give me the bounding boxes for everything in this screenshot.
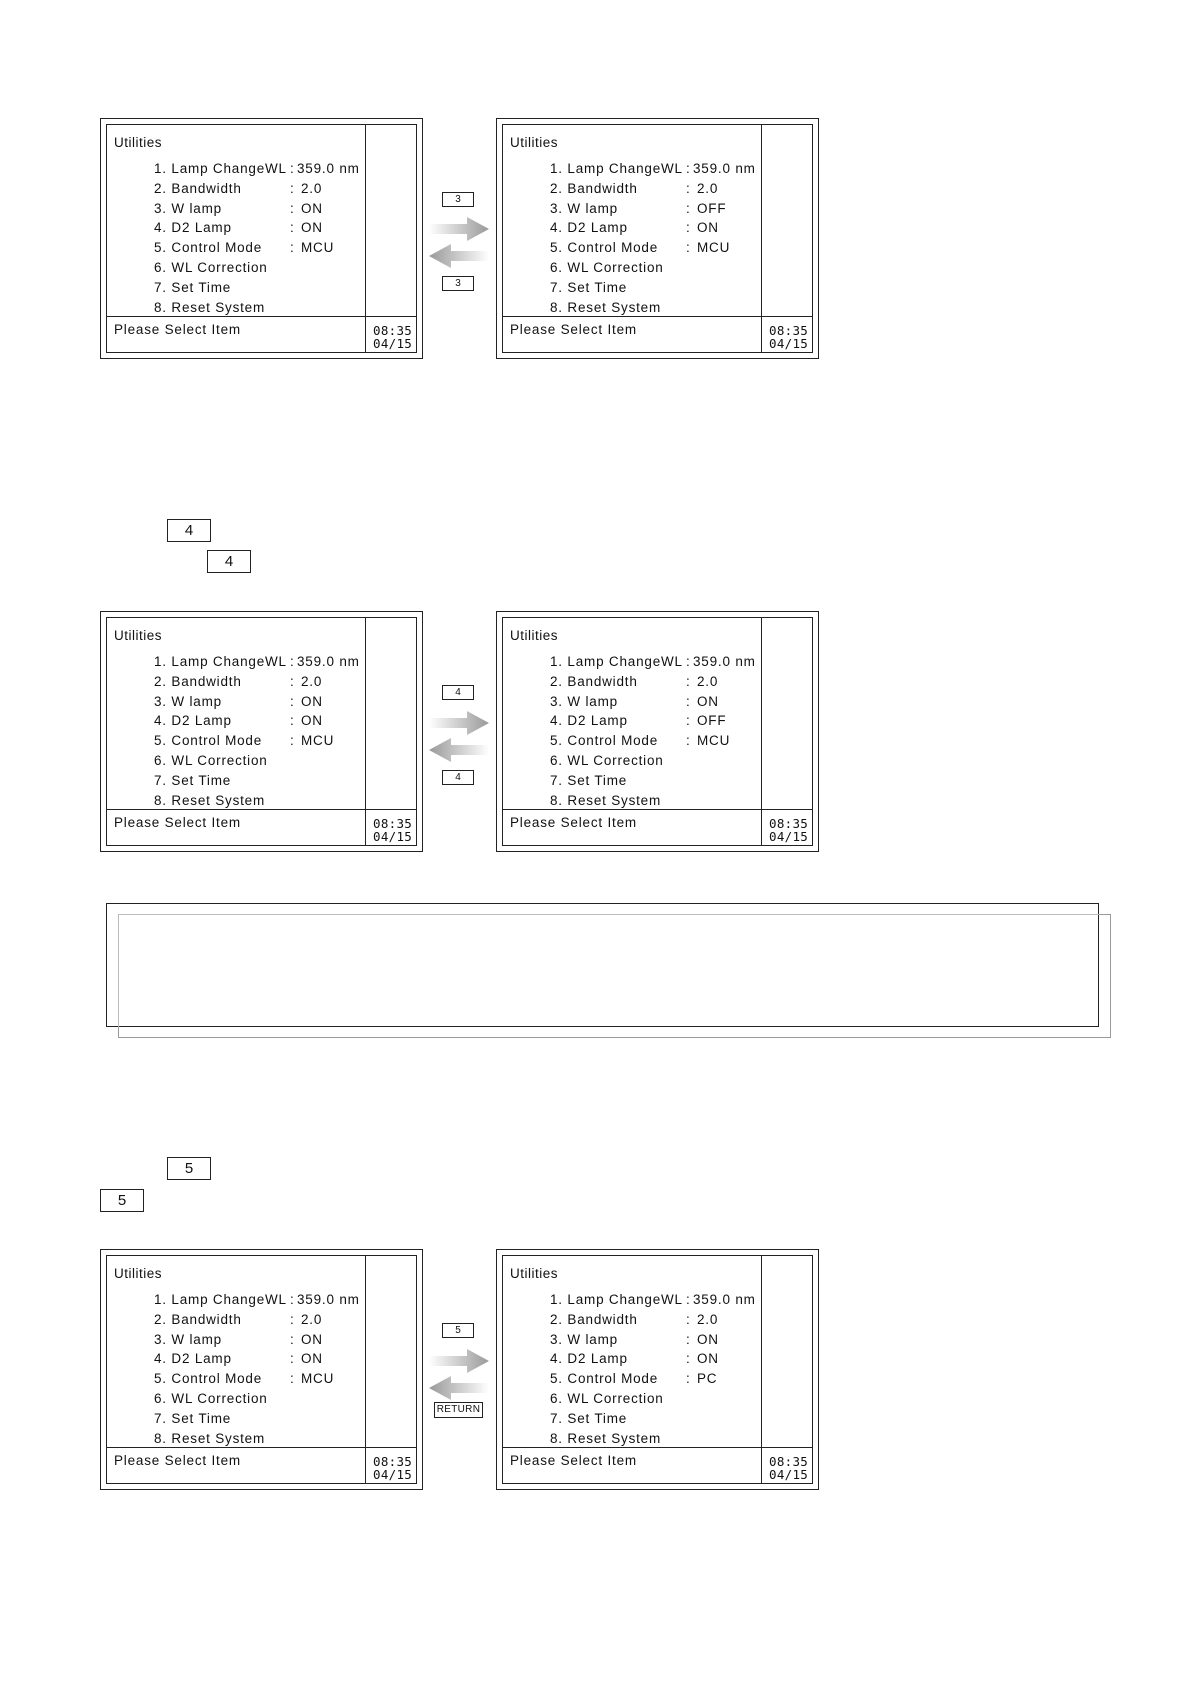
menu-item-colon: : (290, 240, 295, 256)
menu-item (154, 652, 365, 672)
menu-item-label: 1. Lamp ChangeWL (154, 654, 287, 669)
menu-item-label: 2. Bandwidth (550, 1311, 638, 1327)
menu-item-label: 5. Control Mode (154, 733, 263, 749)
menu-item-colon: : (290, 1292, 295, 1307)
menu-item (550, 1349, 761, 1369)
menu-item-label: 6. WL Correction (154, 752, 268, 768)
menu-item-colon: : (686, 673, 691, 689)
menu-item-label: 7. Set Time (550, 772, 628, 788)
lcd-title: Utilities (114, 1266, 163, 1281)
menu-item-label: 8. Reset System (154, 792, 266, 808)
menu-item (154, 692, 365, 712)
menu-item (550, 278, 761, 298)
menu-item-colon: : (686, 1292, 691, 1307)
menu-item-value: ON (697, 220, 719, 236)
menu-item-label: 2. Bandwidth (550, 673, 638, 689)
menu-item-label: 8. Reset System (154, 299, 266, 315)
lcd-clock (373, 1455, 412, 1481)
menu-item-value: 2.0 (697, 1311, 719, 1327)
lcd-divider-vertical (761, 1256, 762, 1483)
menu-item (154, 298, 365, 318)
menu-item-label: 5. Control Mode (550, 1371, 659, 1387)
menu-item-colon: : (290, 733, 295, 749)
lcd-clock (769, 324, 808, 350)
lcd-time: 08:35 (769, 816, 809, 831)
menu-item-colon: : (290, 1371, 295, 1387)
menu-item (154, 711, 365, 731)
menu-item-value: 359.0 nm (297, 654, 360, 669)
lcd-title: Utilities (510, 1266, 559, 1281)
key-5-label-a: 5 (167, 1157, 211, 1180)
menu-item (550, 791, 761, 811)
menu-item-value: ON (697, 1331, 719, 1347)
lcd-frame (106, 124, 417, 353)
menu-item (154, 771, 365, 791)
menu-item-colon: : (686, 220, 691, 236)
menu-item-label: 5. Control Mode (550, 733, 659, 749)
menu-item-label: 4. D2 Lamp (550, 1351, 628, 1367)
menu-item (550, 298, 761, 318)
menu-item-colon: : (686, 654, 691, 669)
menu-item (154, 218, 365, 238)
menu-item (550, 238, 761, 258)
lcd-menu (154, 159, 365, 317)
key-3-back[interactable]: 3 (442, 276, 474, 291)
menu-item-value: ON (697, 693, 719, 709)
menu-item-colon: : (686, 161, 691, 176)
menu-item-label: 7. Set Time (550, 279, 628, 295)
menu-item-value: MCU (301, 240, 335, 256)
menu-item (550, 1369, 761, 1389)
note-box-inner (118, 914, 1099, 1027)
lcd-frame (106, 1255, 417, 1484)
menu-item (550, 652, 761, 672)
menu-item-value: ON (301, 200, 323, 216)
lcd-menu (154, 652, 365, 810)
lcd-date: 04/15 (373, 1467, 413, 1482)
menu-item (550, 179, 761, 199)
menu-item-value: OFF (697, 713, 727, 729)
menu-item (154, 238, 365, 258)
lcd-time: 08:35 (769, 1454, 809, 1469)
menu-item (550, 711, 761, 731)
lcd-title: Utilities (510, 628, 559, 643)
lcd-date: 04/15 (769, 1467, 809, 1482)
menu-item (550, 1409, 761, 1429)
menu-item-label: 6. WL Correction (154, 259, 268, 275)
lcd-date: 04/15 (769, 336, 809, 351)
menu-item (154, 791, 365, 811)
menu-item-value: 359.0 nm (297, 161, 360, 176)
menu-item (154, 1369, 365, 1389)
return-key[interactable]: RETURN (434, 1402, 483, 1418)
key-4-label-a: 4 (167, 519, 211, 542)
lcd-screen-before (100, 1249, 423, 1490)
lcd-time: 08:35 (373, 323, 413, 338)
menu-item-value: ON (301, 693, 323, 709)
menu-item-colon: : (290, 693, 295, 709)
menu-item (154, 1429, 365, 1449)
lcd-frame (502, 124, 813, 353)
menu-item-value: 359.0 nm (693, 1292, 756, 1307)
menu-item-colon: : (686, 1351, 691, 1367)
menu-item (154, 1290, 365, 1310)
menu-item-label: 2. Bandwidth (154, 1311, 242, 1327)
lcd-clock (373, 324, 412, 350)
menu-item (154, 751, 365, 771)
menu-item-colon: : (290, 1331, 295, 1347)
menu-item-label: 6. WL Correction (550, 259, 664, 275)
lcd-frame (502, 1255, 813, 1484)
menu-item-colon: : (686, 713, 691, 729)
lcd-divider-vertical (761, 125, 762, 352)
menu-item-label: 7. Set Time (154, 772, 232, 788)
arrow-right-icon (429, 217, 489, 241)
lcd-title: Utilities (114, 628, 163, 643)
lcd-status: Please Select Item (510, 815, 637, 830)
lcd-status: Please Select Item (114, 1453, 241, 1468)
menu-item (154, 672, 365, 692)
menu-item-value: ON (697, 1351, 719, 1367)
menu-item-colon: : (686, 180, 691, 196)
menu-item-label: 1. Lamp ChangeWL (550, 161, 683, 176)
menu-item-colon: : (686, 1371, 691, 1387)
menu-item-value: ON (301, 1331, 323, 1347)
menu-item-colon: : (290, 161, 295, 176)
lcd-menu (550, 652, 761, 810)
menu-item-value: 359.0 nm (297, 1292, 360, 1307)
menu-item (550, 771, 761, 791)
menu-item (550, 1290, 761, 1310)
menu-item (550, 1310, 761, 1330)
lcd-screen-after (496, 611, 819, 852)
key-3-forward[interactable]: 3 (442, 192, 474, 207)
menu-item-value: ON (301, 220, 323, 236)
menu-item-colon: : (686, 200, 691, 216)
lcd-title: Utilities (510, 135, 559, 150)
menu-item (550, 1429, 761, 1449)
menu-item-label: 3. W lamp (154, 200, 222, 216)
menu-item-label: 3. W lamp (550, 693, 618, 709)
lcd-clock (769, 1455, 808, 1481)
menu-item (550, 1330, 761, 1350)
lcd-clock (373, 817, 412, 843)
menu-item-label: 7. Set Time (154, 1410, 232, 1426)
menu-item-value: MCU (697, 240, 731, 256)
menu-item-value: 2.0 (301, 180, 323, 196)
menu-item (550, 1389, 761, 1409)
menu-item (154, 1349, 365, 1369)
lcd-status: Please Select Item (114, 322, 241, 337)
lcd-date: 04/15 (373, 336, 413, 351)
menu-item-label: 7. Set Time (550, 1410, 628, 1426)
menu-item-colon: : (290, 673, 295, 689)
menu-item-colon: : (290, 713, 295, 729)
menu-item-label: 6. WL Correction (550, 1390, 664, 1406)
lcd-status: Please Select Item (114, 815, 241, 830)
menu-item (154, 159, 365, 179)
menu-item (154, 179, 365, 199)
arrow-left-icon (429, 738, 489, 762)
menu-item-value: ON (301, 713, 323, 729)
menu-item (154, 731, 365, 751)
menu-item-label: 5. Control Mode (154, 1371, 263, 1387)
menu-item (154, 1409, 365, 1429)
menu-item-label: 8. Reset System (550, 1430, 662, 1446)
menu-item-label: 1. Lamp ChangeWL (154, 1292, 287, 1307)
lcd-divider-vertical (365, 618, 366, 845)
menu-item-colon: : (290, 200, 295, 216)
menu-item-label: 4. D2 Lamp (154, 713, 232, 729)
menu-item-label: 6. WL Correction (154, 1390, 268, 1406)
menu-item-label: 1. Lamp ChangeWL (550, 1292, 683, 1307)
lcd-frame (502, 617, 813, 846)
menu-item-value: ON (301, 1351, 323, 1367)
menu-item-colon: : (686, 733, 691, 749)
menu-item-colon: : (290, 654, 295, 669)
menu-item-label: 4. D2 Lamp (550, 220, 628, 236)
menu-item-label: 2. Bandwidth (154, 180, 242, 196)
menu-item-colon: : (290, 1311, 295, 1327)
menu-item (154, 1330, 365, 1350)
menu-item (550, 199, 761, 219)
menu-item (154, 1389, 365, 1409)
menu-item-colon: : (686, 1331, 691, 1347)
menu-item-label: 7. Set Time (154, 279, 232, 295)
lcd-clock (769, 817, 808, 843)
lcd-menu (550, 159, 761, 317)
menu-item-value: 359.0 nm (693, 161, 756, 176)
menu-item-label: 5. Control Mode (550, 240, 659, 256)
lcd-menu (154, 1290, 365, 1448)
menu-item (154, 278, 365, 298)
menu-item-colon: : (290, 1351, 295, 1367)
menu-item (550, 692, 761, 712)
menu-item (550, 751, 761, 771)
menu-item-label: 3. W lamp (154, 1331, 222, 1347)
menu-item (550, 672, 761, 692)
key-4-forward[interactable]: 4 (442, 685, 474, 700)
menu-item-value: PC (697, 1371, 718, 1387)
menu-item-colon: : (686, 1311, 691, 1327)
menu-item (154, 1310, 365, 1330)
menu-item-value: 2.0 (697, 673, 719, 689)
menu-item-label: 3. W lamp (154, 693, 222, 709)
key-4-back[interactable]: 4 (442, 770, 474, 785)
menu-item-colon: : (290, 180, 295, 196)
menu-item-label: 4. D2 Lamp (550, 713, 628, 729)
menu-item (154, 258, 365, 278)
menu-item-label: 3. W lamp (550, 200, 618, 216)
menu-item-value: 2.0 (301, 1311, 323, 1327)
menu-item-value: 359.0 nm (693, 654, 756, 669)
menu-item-label: 4. D2 Lamp (154, 220, 232, 236)
lcd-time: 08:35 (373, 816, 413, 831)
lcd-screen-before (100, 611, 423, 852)
menu-item (550, 159, 761, 179)
menu-item-label: 1. Lamp ChangeWL (154, 161, 287, 176)
menu-item-value: MCU (301, 1371, 335, 1387)
lcd-title: Utilities (114, 135, 163, 150)
menu-item-label: 8. Reset System (550, 299, 662, 315)
menu-item-label: 2. Bandwidth (550, 180, 638, 196)
lcd-divider-vertical (365, 1256, 366, 1483)
menu-item-label: 4. D2 Lamp (154, 1351, 232, 1367)
menu-item-label: 8. Reset System (550, 792, 662, 808)
menu-item-value: 2.0 (697, 180, 719, 196)
key-5-forward[interactable]: 5 (442, 1323, 474, 1338)
menu-item (550, 258, 761, 278)
key-5-label-b: 5 (100, 1189, 144, 1212)
lcd-frame (106, 617, 417, 846)
lcd-divider-vertical (365, 125, 366, 352)
lcd-time: 08:35 (769, 323, 809, 338)
menu-item-colon: : (686, 693, 691, 709)
menu-item-value: MCU (697, 733, 731, 749)
menu-item (550, 218, 761, 238)
lcd-date: 04/15 (373, 829, 413, 844)
arrow-left-icon (429, 1376, 489, 1400)
lcd-date: 04/15 (769, 829, 809, 844)
lcd-status: Please Select Item (510, 322, 637, 337)
menu-item-value: MCU (301, 733, 335, 749)
menu-item-colon: : (290, 220, 295, 236)
menu-item (154, 199, 365, 219)
arrow-right-icon (429, 711, 489, 735)
lcd-status: Please Select Item (510, 1453, 637, 1468)
menu-item-label: 1. Lamp ChangeWL (550, 654, 683, 669)
lcd-divider-vertical (761, 618, 762, 845)
lcd-screen-after (496, 118, 819, 359)
menu-item-value: OFF (697, 200, 727, 216)
arrow-left-icon (429, 244, 489, 268)
menu-item-label: 3. W lamp (550, 1331, 618, 1347)
menu-item-label: 2. Bandwidth (154, 673, 242, 689)
arrow-right-icon (429, 1349, 489, 1373)
menu-item-label: 6. WL Correction (550, 752, 664, 768)
menu-item-value: 2.0 (301, 673, 323, 689)
lcd-screen-before (100, 118, 423, 359)
menu-item-label: 8. Reset System (154, 1430, 266, 1446)
menu-item (550, 731, 761, 751)
menu-item-label: 5. Control Mode (154, 240, 263, 256)
menu-item-colon: : (686, 240, 691, 256)
lcd-time: 08:35 (373, 1454, 413, 1469)
key-4-label-b: 4 (207, 550, 251, 573)
lcd-screen-after (496, 1249, 819, 1490)
lcd-menu (550, 1290, 761, 1448)
